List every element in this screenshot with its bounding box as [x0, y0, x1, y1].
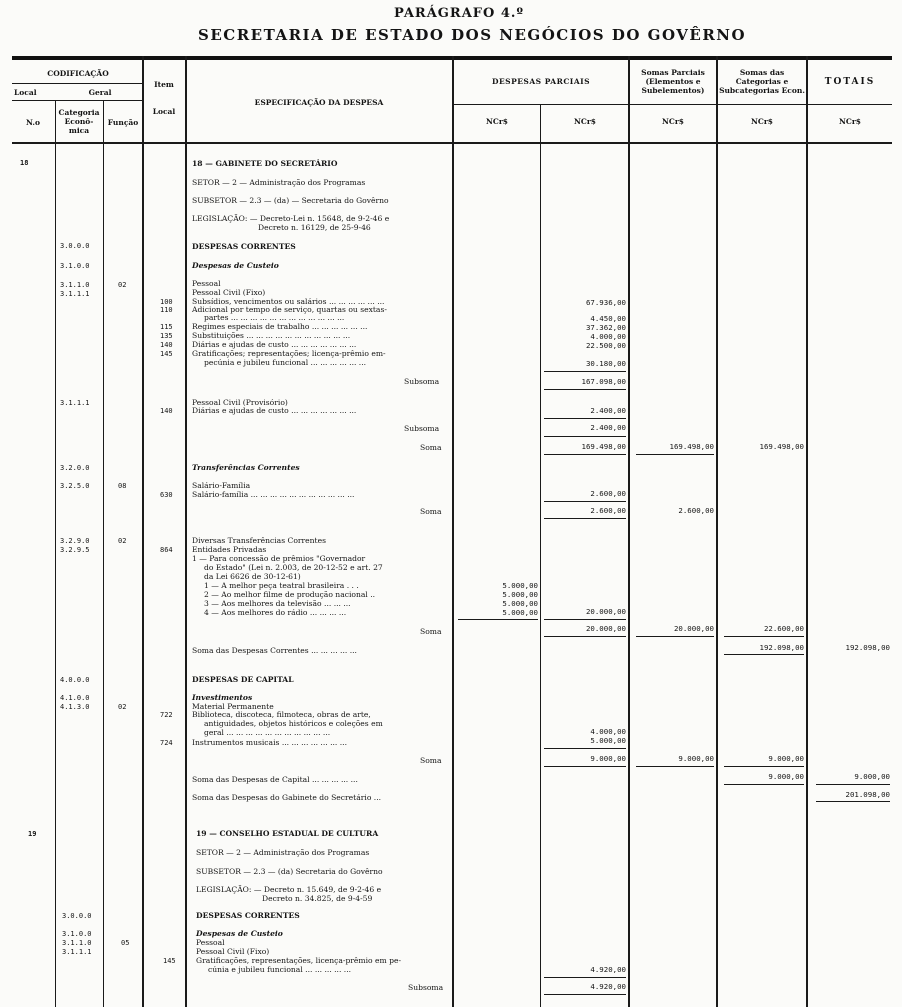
value-722: 4.000,00 [590, 727, 626, 736]
soma2-parcial: 2.600,00 [590, 506, 626, 515]
desc-145-2: pecúnia e jubileu funcional ... ... ... ... ... ... [204, 358, 367, 367]
premio-item-4: 4 — Aos melhores do rádio ... ... ... ... [204, 608, 347, 617]
desc-135: Substituições ... ... ... ... ... ... ... ... ... ... ... [192, 331, 351, 340]
rule-subsoma1-b [544, 389, 626, 390]
desc-140: Diárias e ajudas de custo ... ... ... ... ... ... ... [192, 340, 357, 349]
investimentos: Investimentos [192, 693, 253, 702]
rule-soma1 [544, 436, 626, 437]
value-100: 67.936,00 [585, 298, 626, 307]
gabinete-title: 18 — GABINETE DO SECRETÁRIO [192, 159, 338, 168]
currency-header-1: NCr$ [486, 117, 508, 126]
somas-categorias-header: Somas das Categorias e Subcategorias Econ. [719, 68, 805, 95]
code-19-3110: 3.1.1.0 [62, 939, 92, 947]
funcao-02-b: 02 [118, 537, 127, 545]
soma1-parcial: 169.498,00 [581, 442, 626, 451]
col-line-somas-categorias [716, 56, 718, 1007]
conselho-title: 19 — CONSELHO ESTADUAL DE CULTURA [196, 829, 379, 838]
col-line-parciais-2 [540, 104, 541, 1007]
rule-soma1-c [636, 454, 714, 455]
custeio-19: Despesas de Custeio [196, 929, 283, 938]
item-header: Item [154, 80, 174, 89]
col-line-especificacao [185, 56, 187, 1007]
rule-soma3-c [636, 636, 714, 637]
desc-100: Subsídios, vencimentos ou salários ... ... ... ... ... ... [192, 297, 385, 306]
entidades-privadas: Entidades Privadas [192, 545, 267, 554]
premio-desc-2: do Estado" (Lei n. 2.003, de 20-12-52 e art. 27 [204, 563, 383, 572]
pessoal-18: Pessoal [192, 279, 221, 288]
desc-140-prov: Diárias e ajudas de custo ... ... ... ... ... ... ... [192, 406, 357, 415]
local-18: 18 [20, 159, 29, 167]
funcao-02-c: 02 [118, 703, 127, 711]
currency-header-3: NCr$ [662, 117, 684, 126]
rule-soma3-b [544, 636, 626, 637]
value-724: 5.000,00 [590, 736, 626, 745]
soma3-cat: 22.600,00 [763, 624, 804, 633]
item-135: 135 [160, 332, 173, 340]
item-630: 630 [160, 491, 173, 499]
rule-soma4-b [544, 766, 626, 767]
diversas-transferencias: Diversas Transferências Correntes [192, 536, 326, 545]
secretaria-heading: SECRETARIA DE ESTADO DOS NEGÓCIOS DO GOVÊRNO [198, 26, 747, 44]
soma-capital-label: Soma das Despesas de Capital ... ... ... ... ... [192, 775, 358, 784]
desc-19-145: Gratificações, representações, licença-prêmio em pe- [196, 956, 402, 965]
desc-722: Biblioteca, discoteca, filmoteca, obras de arte, [192, 710, 371, 719]
col-line-item [142, 56, 144, 1007]
desc-724: Instrumentos musicais ... ... ... ... ... ... ... [192, 738, 347, 747]
value-115: 37.362,00 [585, 323, 626, 332]
rule-subsoma1 [544, 371, 626, 372]
rule-soma2 [544, 501, 626, 502]
soma-label-3: Soma [420, 627, 442, 636]
funcao-05: 05 [121, 939, 130, 947]
code-19-3100: 3.1.0.0 [62, 930, 92, 938]
subsoma-label-19: Subsoma [408, 983, 444, 992]
local-header: Local [14, 88, 37, 97]
desc-722-3: geral ... ... ... ... ... ... ... ... ... ... ... [204, 728, 331, 737]
salario-familia-head: Salário-Família [192, 481, 251, 490]
item-722: 722 [160, 711, 173, 719]
rule-soma1-b [544, 454, 626, 455]
item-19-145: 145 [163, 957, 176, 965]
desc-145: Gratificações; representações; licença-prêmio em- [192, 349, 386, 358]
code-3111-prov: 3.1.1.1 [60, 399, 90, 407]
premio-value-4: 5.000,00 [502, 608, 538, 617]
currency-header-4: NCr$ [751, 117, 773, 126]
soma-correntes-cat: 192.098,00 [759, 643, 804, 652]
despesas-correntes-18: DESPESAS CORRENTES [192, 242, 296, 251]
soma3-parcial: 20.000,00 [585, 624, 626, 633]
rule-soma4 [544, 748, 626, 749]
no-header: N.o [26, 118, 40, 127]
value-140-prov: 2.400,00 [590, 406, 626, 415]
premio-item-3: 3 — Aos melhores da televisão ... ... ... [204, 599, 351, 608]
item-140: 140 [160, 341, 173, 349]
subsoma1-value: 167.098,00 [581, 377, 626, 386]
subsetor-18: SUBSETOR — 2.3 — (da) — Secretaria do Govêrno [192, 196, 389, 205]
premio-item-1: 1 — A melhor peça teatral brasileira . . . [204, 581, 359, 590]
premio-value-1: 5.000,00 [502, 581, 538, 590]
rule-soma2-b [544, 518, 626, 519]
code-19-3111: 3.1.1.1 [62, 948, 92, 956]
rule-capital [724, 784, 804, 785]
value-19-145: 4.920,00 [590, 965, 626, 974]
item-115: 115 [160, 323, 173, 331]
soma1-cat: 169.498,00 [759, 442, 804, 451]
despesas-custeio-18: Despesas de Custeio [192, 261, 279, 270]
rule-soma3-d [724, 636, 804, 637]
paragraph-heading: PARÁGRAFO 4.º [394, 6, 524, 21]
soma-capital-cat: 9.000,00 [768, 772, 804, 781]
despesas-correntes-19: DESPESAS CORRENTES [196, 911, 300, 920]
subsoma-label-2: Subsoma [404, 424, 440, 433]
codificacao-header: CODIFICAÇÃO [47, 69, 109, 78]
desc-630: Salário-família ... ... ... ... ... ... ... ... ... ... ... [192, 490, 355, 499]
rule-soma4-d [724, 766, 804, 767]
desc-110-2: partes ... ... ... ... ... ... ... ... ... ... ... ... [204, 313, 345, 322]
pessoal-fixo-18: Pessoal Civil (Fixo) [192, 288, 266, 297]
rule-soma3 [544, 619, 626, 620]
col-line-funcao [103, 100, 104, 1007]
value-135: 4.000,00 [590, 332, 626, 341]
code-4000: 4.0.0.0 [60, 676, 90, 684]
pessoal-fixo-19: Pessoal Civil (Fixo) [196, 947, 270, 956]
local-19: 19 [28, 830, 37, 838]
premio-item-2: 2 — Ao melhor filme de produção nacional .. [204, 590, 376, 599]
col-line-categoria [55, 100, 56, 1007]
code-4100: 4.1.0.0 [60, 694, 90, 702]
code-3111: 3.1.1.1 [60, 290, 90, 298]
premio-value-3: 5.000,00 [502, 599, 538, 608]
soma4-parcial: 9.000,00 [590, 754, 626, 763]
desc-115: Regimes especiais de trabalho ... ... ... ... ... ... [192, 322, 368, 331]
col-line-somas-parciais [628, 56, 630, 1007]
item-724: 724 [160, 739, 173, 747]
funcao-header: Função [107, 118, 139, 127]
categoria-header: Categoria Econô- mica [58, 108, 100, 135]
rule-soma4-c [636, 766, 714, 767]
code-3290: 3.2.9.0 [60, 537, 90, 545]
material-permanente: Material Permanente [192, 702, 274, 711]
rule-subsoma-19 [544, 977, 626, 978]
code-3110: 3.1.1.0 [60, 281, 90, 289]
premio-desc-3: da Lei 6626 de 30-12-61) [204, 572, 301, 581]
especificacao-header: ESPECIFICAÇÃO DA DESPESA [254, 98, 384, 107]
rule-capital-total [816, 784, 890, 785]
somas-parciais-header: Somas Parciais (Elementos e Subelementos) [641, 68, 705, 95]
code-19-3000: 3.0.0.0 [62, 912, 92, 920]
soma-gabinete-label: Soma das Despesas do Gabinete do Secretário ... [192, 793, 382, 802]
item-864: 864 [160, 546, 173, 554]
currency-header-rule [452, 104, 892, 105]
pessoal-19: Pessoal [196, 938, 225, 947]
subsoma-19: 4.920,00 [590, 982, 626, 991]
despesas-capital: DESPESAS DE CAPITAL [192, 675, 294, 684]
rule-premios [458, 619, 538, 620]
item-local-header: Local [152, 107, 176, 116]
currency-header-2: NCr$ [574, 117, 596, 126]
codificacao-title-rule [12, 83, 142, 84]
col-line-totais [806, 56, 808, 1007]
transferencias-correntes: Transferências Correntes [192, 463, 300, 472]
premio-value-2: 5.000,00 [502, 590, 538, 599]
rule-gabinete-total [816, 801, 890, 802]
subsetor-19: SUBSETOR — 2.3 — (da) Secretaria do Govêrno [196, 867, 383, 876]
legislacao-18-1: LEGISLAÇÃO: — Decreto-Lei n. 15648, de 9-2-46 e [192, 214, 390, 223]
item-140-prov: 140 [160, 407, 173, 415]
code-3295: 3.2.9.5 [60, 546, 90, 554]
subsoma2-value: 2.400,00 [590, 423, 626, 432]
desc-722-2: antiguidades, objetos históricos e coleções em [204, 719, 383, 728]
soma3-elem: 20.000,00 [673, 624, 714, 633]
soma4-cat: 9.000,00 [768, 754, 804, 763]
value-145: 30.180,00 [585, 359, 626, 368]
soma-label-2: Soma [420, 507, 442, 516]
soma-correntes-total: 192.098,00 [845, 643, 890, 652]
subsoma-label-1: Subsoma [404, 377, 440, 386]
rule-subsoma-19-b [544, 994, 626, 995]
soma-correntes-label: Soma das Despesas Correntes ... ... ... ... ... [192, 646, 357, 655]
col-line-parciais [452, 56, 454, 1007]
code-3100: 3.1.0.0 [60, 262, 90, 270]
despesas-parciais-header: DESPESAS PARCIAIS [491, 77, 591, 86]
legislacao-19-2: Decreto n. 34.825, de 9-4-59 [262, 894, 373, 903]
soma-label-1: Soma [420, 443, 442, 452]
value-140: 22.500,00 [585, 341, 626, 350]
code-3250: 3.2.5.0 [60, 482, 90, 490]
currency-header-5: NCr$ [839, 117, 861, 126]
pessoal-provisorio: Pessoal Civil (Provisório) [192, 398, 288, 407]
rule-correntes [724, 654, 804, 655]
setor-18: SETOR — 2 — Administração dos Programas [192, 178, 366, 187]
item-100: 100 [160, 298, 173, 306]
setor-19: SETOR — 2 — Administração dos Programas [196, 848, 370, 857]
soma2-elem: 2.600,00 [678, 506, 714, 515]
code-3000: 3.0.0.0 [60, 242, 90, 250]
soma1-elem: 169.498,00 [669, 442, 714, 451]
funcao-02-a: 02 [118, 281, 127, 289]
rule-subsoma2 [544, 418, 626, 419]
value-630: 2.600,00 [590, 489, 626, 498]
code-4130: 4.1.3.0 [60, 703, 90, 711]
totais-header: TOTAIS [824, 77, 876, 87]
item-145: 145 [160, 350, 173, 358]
premios-total: 20.000,00 [585, 607, 626, 616]
premio-desc-1: 1 — Para concessão de prêmios "Governador [192, 554, 366, 563]
soma-label-4: Soma [420, 756, 442, 765]
code-3200: 3.2.0.0 [60, 464, 90, 472]
soma-capital-total: 9.000,00 [854, 772, 890, 781]
soma-gabinete-total: 201.098,00 [845, 790, 890, 799]
legislacao-19-1: LEGISLAÇÃO: — Decreto n. 15.649, de 9-2-46 e [196, 885, 382, 894]
item-110: 110 [160, 306, 173, 314]
desc-110: Adicional por tempo de serviço, quartas ou sextas- [192, 305, 387, 314]
funcao-08: 08 [118, 482, 127, 490]
legislacao-18-2: Decreto n. 16129, de 25-9-46 [258, 223, 371, 232]
codificacao-subheader-rule [12, 100, 142, 101]
soma4-elem: 9.000,00 [678, 754, 714, 763]
geral-header: Geral [88, 88, 112, 97]
desc-19-145-2: cúnia e jubileu funcional ... ... ... ... ... [208, 965, 352, 974]
value-110: 4.450,00 [590, 314, 626, 323]
